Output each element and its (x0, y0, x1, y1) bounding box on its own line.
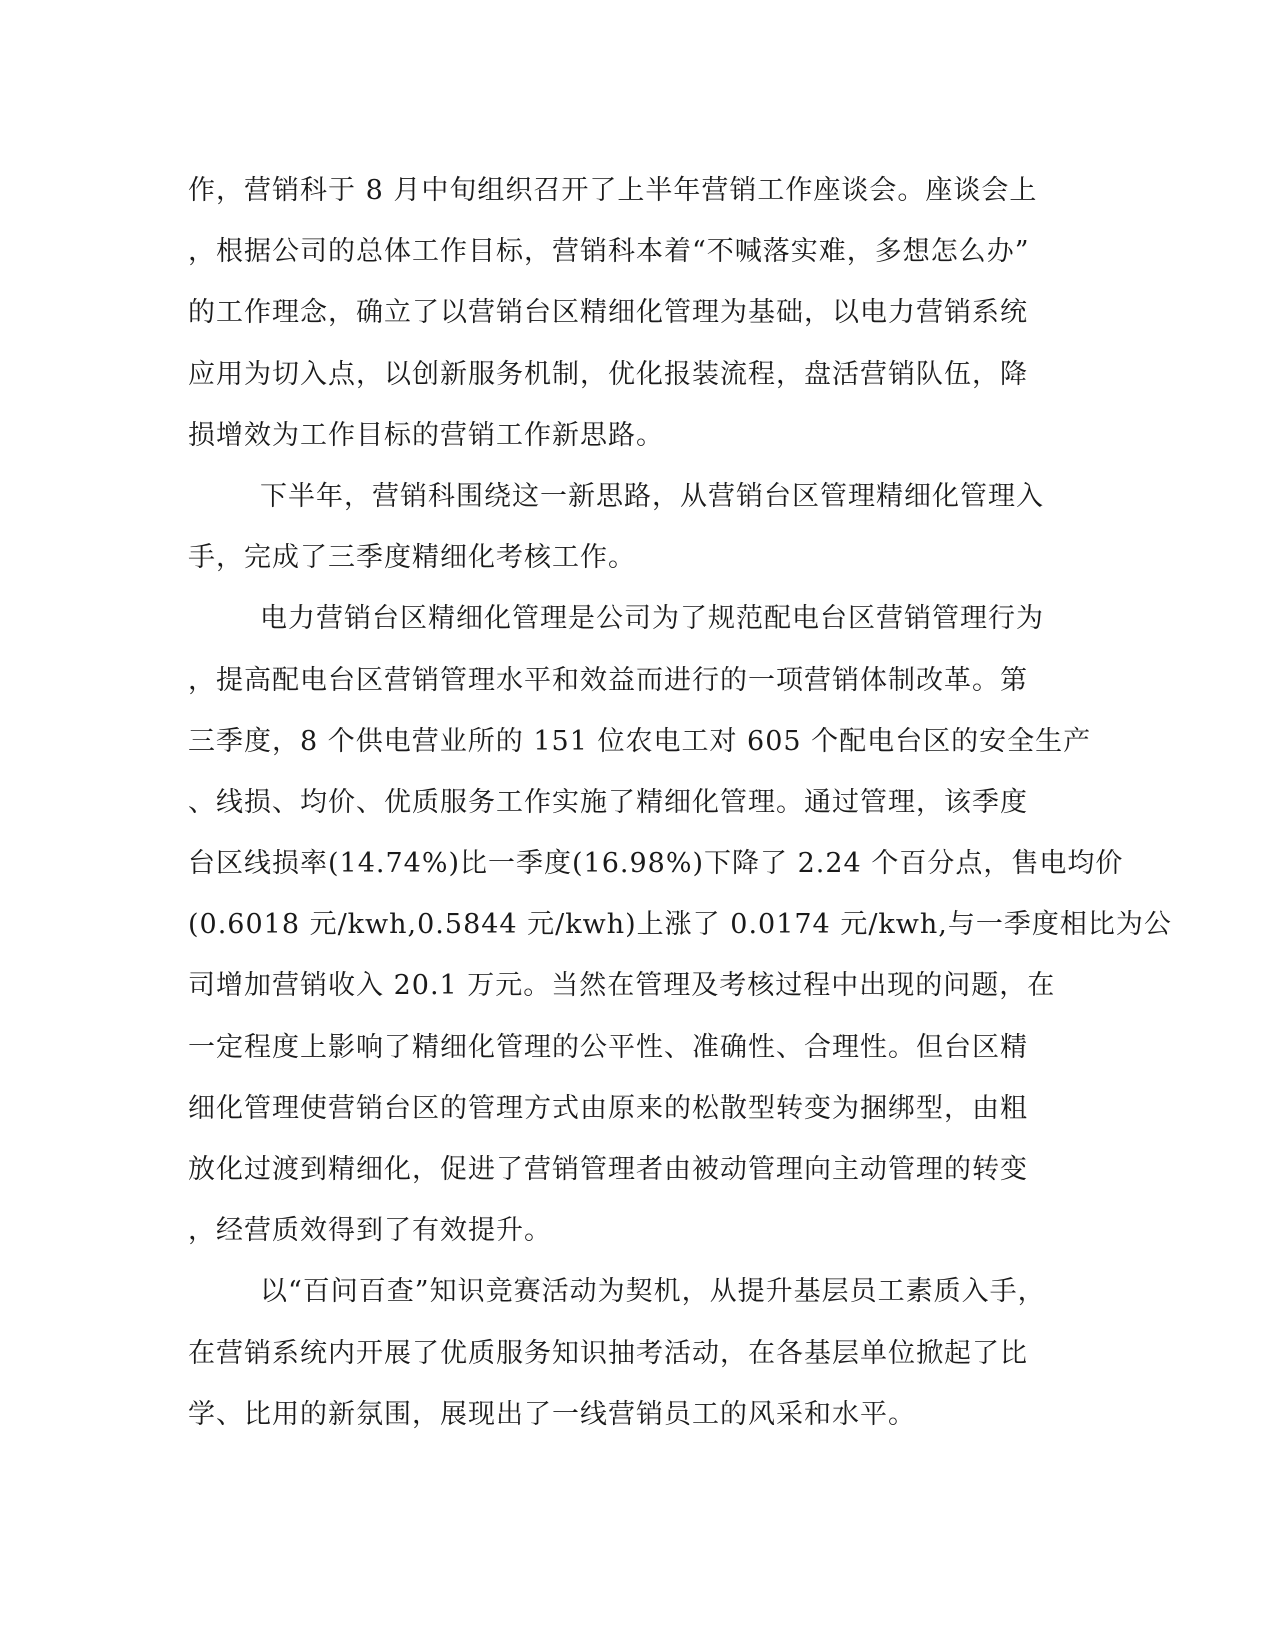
text-line: 手，完成了三季度精细化考核工作。 (188, 542, 636, 574)
text-line: (0.6018 元/kwh,0.5844 元/kwh)上涨了 0.0174 元/kwh,与一季度相比为公 (188, 909, 1172, 941)
text-line: 损增效为工作目标的营销工作新思路。 (188, 419, 664, 451)
text-line: 三季度，8 个供电营业所的 151 位农电工对 605 个配电台区的安全生产 (188, 725, 1092, 757)
text-line: 在营销系统内开展了优质服务知识抽考活动，在各基层单位掀起了比 (188, 1337, 1028, 1369)
paragraph-first-line: 电力营销台区精细化管理是公司为了规范配电台区营销管理行为 (260, 603, 1044, 635)
text-line: 、线损、均价、优质服务工作实施了精细化管理。通过管理，该季度 (188, 786, 1028, 818)
text-line: 的工作理念，确立了以营销台区精细化管理为基础，以电力营销系统 (188, 297, 1028, 329)
paragraph-first-line: 以“百问百查”知识竞赛活动为契机，从提升基层员工素质入手， (260, 1276, 1046, 1308)
text-line: 一定程度上影响了精细化管理的公平性、准确性、合理性。但台区精 (188, 1031, 1028, 1063)
text-line: 细化管理使营销台区的管理方式由原来的松散型转变为捆绑型，由粗 (188, 1092, 1028, 1124)
text-line: 作，营销科于 8 月中旬组织召开了上半年营销工作座谈会。座谈会上 (188, 175, 1038, 206)
text-line: ，提高配电台区营销管理水平和效益而进行的一项营销体制改革。第 (188, 664, 1028, 696)
text-line: ，根据公司的总体工作目标，营销科本着“不喊落实难，多想怎么办” (188, 236, 1030, 268)
text-line: 应用为切入点，以创新服务机制，优化报装流程，盘活营销队伍，降 (188, 358, 1028, 390)
text-line: 司增加营销收入 20.1 万元。当然在管理及考核过程中出现的问题，在 (188, 970, 1056, 1002)
text-line: 学、比用的新氛围，展现出了一线营销员工的风采和水平。 (188, 1398, 916, 1430)
text-line: 放化过渡到精细化，促进了营销管理者由被动管理向主动管理的转变 (188, 1154, 1028, 1185)
text-line: 台区线损率(14.74%)比一季度(16.98%)下降了 2.24 个百分点，售电均价 (188, 848, 1124, 880)
paragraph-first-line: 下半年，营销科围绕这一新思路，从营销台区管理精细化管理入 (260, 480, 1044, 512)
text-line: ，经营质效得到了有效提升。 (188, 1215, 552, 1247)
document-body (188, 160, 1172, 1445)
